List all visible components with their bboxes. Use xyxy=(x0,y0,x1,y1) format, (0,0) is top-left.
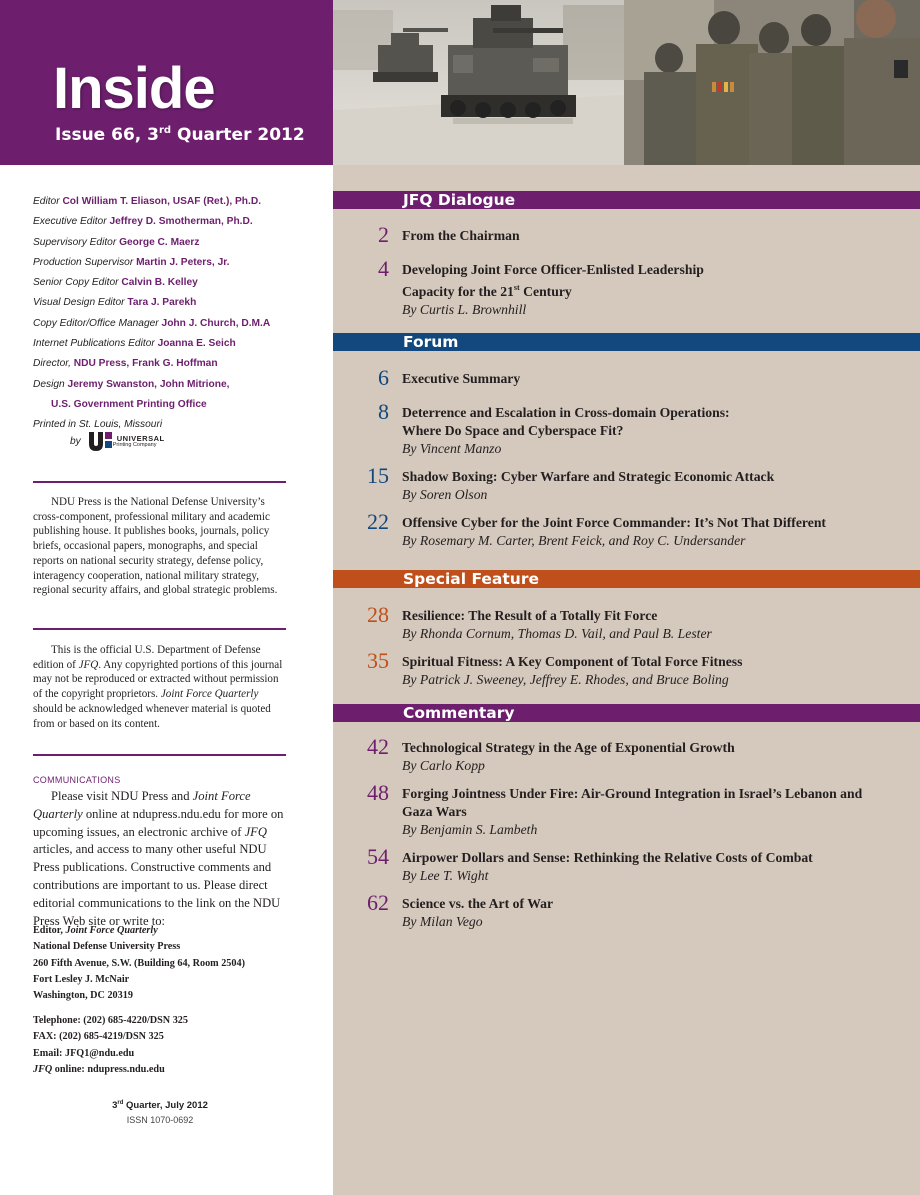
soldiers-photo xyxy=(624,0,920,165)
issn: ISSN 1070-0692 xyxy=(126,1115,194,1125)
section-commentary: Commentary xyxy=(333,704,920,722)
staff-row: Supervisory Editor George C. Maerz xyxy=(33,236,200,248)
mailing-address: Editor, Joint Force Quarterly National Defense University Press 260 Fifth Avenue, S.W. (Building 64, Room 2504) Fort Lesley J. McNair Washington, DC 20319 xyxy=(33,925,245,1002)
fax: FAX: (202) 685-4219/DSN 325 xyxy=(33,1031,164,1043)
official-notice: This is the official U.S. Department of Defense edition of JFQ. Any copyrighted portions of this journal may not be reproduced or extracted without permission of the copyright proprietors. Joint Force Quarterly should be acknowledged whenever material is quoted from or based on its content. xyxy=(33,644,283,730)
printer-name: UNIVERSAL Printing Company xyxy=(112,433,165,448)
staff-row: Design Jeremy Swanston, John Mitrione, xyxy=(33,378,230,390)
section-forum: Forum xyxy=(333,333,920,351)
staff-row: Copy Editor/Office Manager John J. Church, D.M.A xyxy=(33,317,271,329)
divider xyxy=(33,628,286,630)
printer-logo xyxy=(70,429,165,453)
header-banner xyxy=(0,0,333,165)
divider xyxy=(33,481,286,483)
section-jfq-dialogue: JFQ Dialogue xyxy=(333,191,920,209)
staff-row: Editor Col William T. Eliason, USAF (Ret.), Ph.D. xyxy=(33,196,262,207)
issue-sup: rd xyxy=(158,125,172,136)
contact-info xyxy=(33,1013,291,1078)
page-title: Inside xyxy=(53,56,215,121)
issue-suffix: Quarter 2012 xyxy=(171,125,305,145)
staff-row: Printed in St. Louis, Missouri xyxy=(33,419,163,431)
communications-text: Please visit NDU Press and Joint Force Quarterly online at ndupress.ndu.edu for more on upcoming issues, an electronic archive of JFQ articles, and access to many other useful NDU Press publications. Constructive comments and contributions are important to us. Please direct editorial communications to the link on the NDU Press Web site or write to: xyxy=(33,789,284,928)
staff-row: Senior Copy Editor Calvin B. Kelley xyxy=(33,277,198,289)
divider xyxy=(33,754,286,756)
staff-row: U.S. Government Printing Office xyxy=(51,398,207,410)
printer-by: by xyxy=(70,435,81,447)
telephone: Telephone: (202) 685-4220/DSN 325 xyxy=(33,1015,188,1026)
issue-prefix: Issue 66, 3 xyxy=(55,125,159,145)
table-of-contents: JFQ Dialogue 2 From the Chairman 4 Developing Joint Force Officer-Enlisted Leadership Capacity for the 21st Century By Curtis L. Brownhill Forum 6 Executive Summary 8 Deterrence and Escalation in Cross-domain Operations: Where Do Space and Cyberspace Fit? By Vincent Manzo 15 Shadow Boxing: Cyber Warfare and Strategic Economic Attack By Soren Olson 22 Offensive Cyber for the Joint Force Commander: It’s Not That Different By Rosemary M. Carter, Brent Feick, and Roy C. Undersander Special Feature 28 Resilience: The Result of a Totally Fit Force By Rhonda Cornum, Thomas D. Vail, and Paul B. Lester 35 Spiritual Fitness: A Key Component of Total Force Fitness By Patrick J. Sweeney, Jeffrey E. Rhodes, and Bruce Boling Commentary 42 Technological Strategy in the Age of Exponential Growth By Carlo Kopp 48 Forging Jointness Under Fire: Air-Ground Integration in Israel’s Lebanon and Gaza Wars By Benjamin S. Lambeth 54 Airpower Dollars and Sense: Rethinking the Relative Costs of Combat By Lee T. Wight 62 Science vs. the Art of War By Milan Vego xyxy=(333,165,920,1195)
staff-list xyxy=(33,192,323,436)
armored-vehicle-photo xyxy=(333,0,624,165)
communications-heading: COMMUNICATIONS xyxy=(33,775,121,785)
staff-row: Visual Design Editor Tara J. Parekh xyxy=(33,297,197,309)
about-ndu-press: NDU Press is the National Defense University’s cross-component, professional military and academic publishing house. It publishes books, journals, policy briefs, occasional papers, monographs, and special reports on national security strategy, defense policy, interagency cooperation, national military strategy, regional security affairs, and global strategic problems. xyxy=(33,496,278,597)
section-special-feature: Special Feature xyxy=(333,570,920,588)
email[interactable]: Email: JFQ1@ndu.edu xyxy=(33,1047,135,1059)
staff-row: Executive Editor Jeffrey D. Smotherman, Ph.D. xyxy=(33,216,253,228)
issue-line xyxy=(55,126,305,144)
staff-row: Production Supervisor Martin J. Peters, Jr. xyxy=(33,256,230,268)
website[interactable]: JFQ online: ndupress.ndu.edu xyxy=(33,1063,165,1075)
universal-logo-icon xyxy=(87,430,113,452)
masthead-column xyxy=(0,165,333,1195)
staff-row: Internet Publications Editor Joanna E. Seich xyxy=(33,338,236,350)
issue-date: 3rd Quarter, July 2012 xyxy=(112,1100,208,1111)
staff-row: Director, NDU Press, Frank G. Hoffman xyxy=(33,358,218,370)
